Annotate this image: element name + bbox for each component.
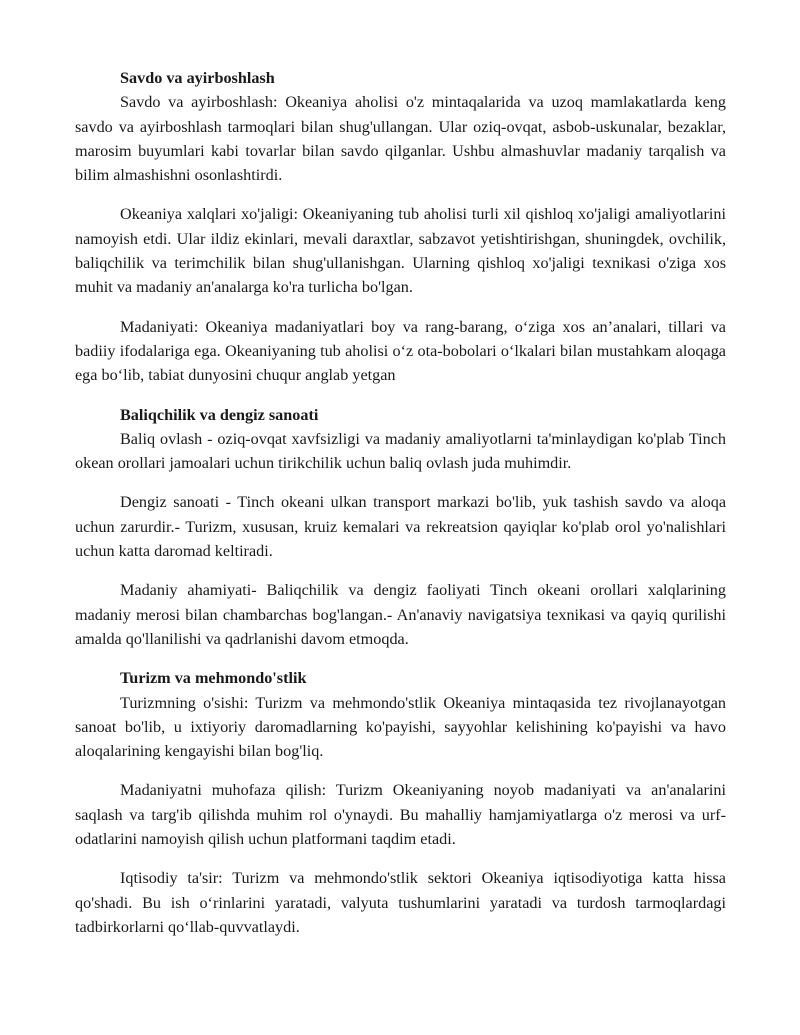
section-tourism [75,666,726,939]
paragraph: Madaniyati: Okeaniya madaniyatlari boy va rang-barang, o‘ziga xos an’analari, tillari va badiiy ifodalariga ega. Okeaniyaning tub aholisi o‘z ota-bobolari o‘lkalari bilan mustahkam aloqaga ega bo‘lib, tabiat dunyosini chuqur anglab yetgan [75,317,726,385]
section-heading: Turizm va mehmondo'stlik [120,669,307,688]
section-trade [75,66,726,388]
paragraph: Okeaniya xalqlari xo'jaligi: Okeaniyaning tub aholisi turli xil qishloq xo'jaligi amaliyotlarini namoyish etdi. Ular ildiz ekinlari, mevali daraxtlar, sabzavot yetishtirishgan, shuningdek, ovchilik, baliqchilik va terimchilik bilan shug'ullanishgan. Ularning qishloq xo'jaligi texnikasi o'ziga xos muhit va madaniy an'analarga ko'ra turlicha bo'lgan. [75,205,726,297]
section-fishing [75,403,726,652]
paragraph: Madaniy ahamiyati- Baliqchilik va dengiz faoliyati Tinch okeani orollari xalqlarining madaniy merosi bilan chambarchas bog'langan.- An'anaviy navigatsiya texnikasi va qayiq qurilishi amalda qo'llanilishi va qadrlanishi davom etmoqda. [75,581,726,648]
section-heading: Savdo va ayirboshlash [120,69,275,87]
paragraph: Iqtisodiy ta'sir: Turizm va mehmondo'stlik sektori Okeaniya iqtisodiyotiga katta hissa qo'shadi. Bu ish o‘rinlarini yaratadi, valyuta tushumlarini yaratadi va turdosh tarmoqlardagi tadbirkorlarni qo‘llab-quvvatlaydi. [75,869,726,936]
section-heading: Baliqchilik va dengiz sanoati [120,405,319,424]
paragraph: Dengiz sanoati - Tinch okeani ulkan transport markazi bo'lib, yuk tashish savdo va aloqa uchun zarurdir.- Turizm, xususan, kruiz kemalari va rekreatsion qayiqlar ko'plab orol yo'nalishlari uchun katta daromad keltiradi. [75,493,726,561]
document-page [75,66,726,939]
paragraph: Madaniyatni muhofaza qilish: Turizm Okeaniyaning noyob madaniyati va an'analarini saqlash va targ'ib qilishda muhim rol o'ynaydi. Bu mahalliy hamjamiyatlarga o'z merosi va urf-odatlarini namoyish qilish uchun platformani taqdim etadi. [75,781,726,849]
paragraph: Turizmning o'sishi: Turizm va mehmondo'stlik Okeaniya mintaqasida tez rivojlanayotgan sanoat bo'lib, u ixtiyoriy daromadlarning ko'payishi, sayyohlar kelishining ko'payishi va havo aloqalarining kengayishi bilan bog'liq. [75,693,726,761]
paragraph: Baliq ovlash - oziq-ovqat xavfsizligi va madaniy amaliyotlarni ta'minlaydigan ko'plab Tinch okean orollari jamoalari uchun tirikchilik uchun baliq ovlash juda muhimdir. [75,429,726,473]
paragraph: Savdo va ayirboshlash: Okeaniya aholisi o'z mintaqalarida va uzoq mamlakatlarda keng savdo va ayirboshlash tarmoqlari bilan shug'ullangan. Ular oziq-ovqat, asbob-uskunalar, bezaklar, marosim buyumlari kabi tovarlar bilan savdo qilganlar. Ushbu almashuvlar madaniy tarqalish va bilim almashishni osonlashtirdi. [75,93,726,185]
